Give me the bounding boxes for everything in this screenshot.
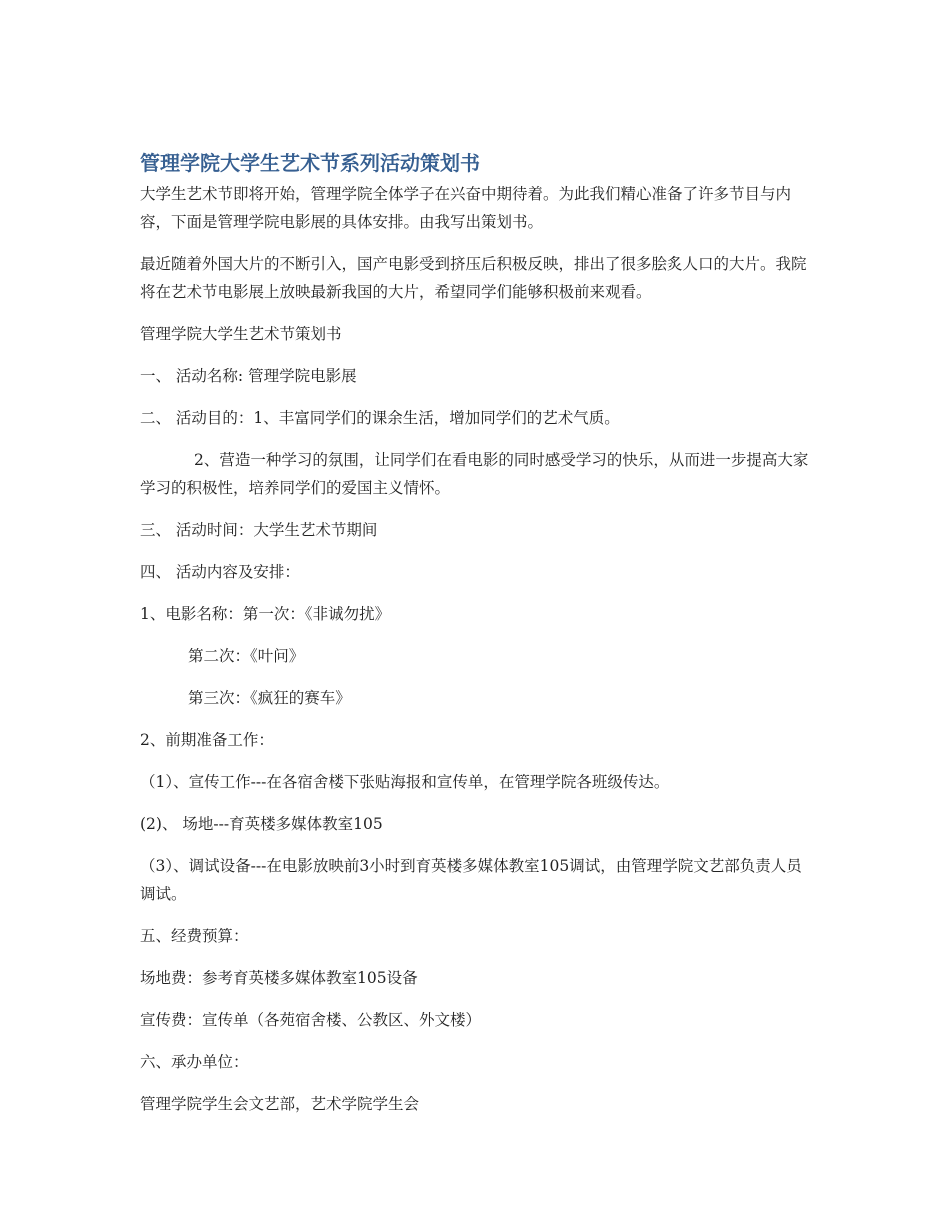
section-activity-content: 四、 活动内容及安排： bbox=[140, 563, 300, 581]
organizer-names: 管理学院学生会文艺部，艺术学院学生会 bbox=[140, 1095, 420, 1113]
preparation-item-publicity: （1）、宣传工作---在各宿舍楼下张贴海报和宣传单，在管理学院各班级传达。 bbox=[140, 773, 670, 791]
document-title: 管理学院大学生艺术节系列活动策划书 bbox=[140, 151, 480, 175]
preparation-item-equipment: （3）、调试设备---在电影放映前3小时到育英楼多媒体教室105调试，由管理学院文艺部负责人员调试。 bbox=[140, 857, 802, 903]
movie-list-second: 第二次：《叶问》 bbox=[188, 647, 305, 665]
section-budget: 五、经费预算： bbox=[140, 927, 249, 945]
budget-venue-fee: 场地费：参考育英楼多媒体教室105设备 bbox=[140, 969, 418, 987]
section-activity-time: 三、 活动时间：大学生艺术节期间 bbox=[140, 521, 378, 539]
movie-list-third: 第三次：《疯狂的赛车》 bbox=[188, 689, 351, 707]
section-activity-purpose: 二、 活动目的：1、丰富同学们的课余生活，增加同学们的艺术气质。 bbox=[140, 409, 620, 427]
preparation-heading: 2、前期准备工作： bbox=[140, 731, 274, 749]
activity-purpose-item-2: 2、营造一种学习的氛围，让同学们在看电影的同时感受学习的快乐，从而进一步提高大家学习的积极性，培养同学们的爱国主义情怀。 bbox=[140, 451, 809, 497]
section-organizer: 六、承办单位： bbox=[140, 1053, 249, 1071]
budget-publicity-fee: 宣传费：宣传单（各苑宿舍楼、公教区、外文楼） bbox=[140, 1011, 482, 1029]
intro-paragraph: 大学生艺术节即将开始，管理学院全体学子在兴奋中期待着。为此我们精心准备了许多节目与内容，下面是管理学院电影展的具体安排。由我写出策划书。 bbox=[140, 185, 792, 231]
movie-list-first: 1、电影名称：第一次：《非诚勿扰》 bbox=[140, 605, 391, 623]
document-body bbox=[140, 148, 812, 1132]
section-activity-name: 一、 活动名称: 管理学院电影展 bbox=[140, 367, 357, 385]
background-paragraph: 最近随着外国大片的不断引入，国产电影受到挤压后积极反映，排出了很多脍炙人口的大片。我院将在艺术节电影展上放映最新我国的大片，希望同学们能够积极前来观看。 bbox=[140, 255, 807, 301]
plan-subtitle: 管理学院大学生艺术节策划书 bbox=[140, 325, 342, 343]
preparation-item-venue: (2)、 场地---育英楼多媒体教室105 bbox=[140, 815, 383, 833]
